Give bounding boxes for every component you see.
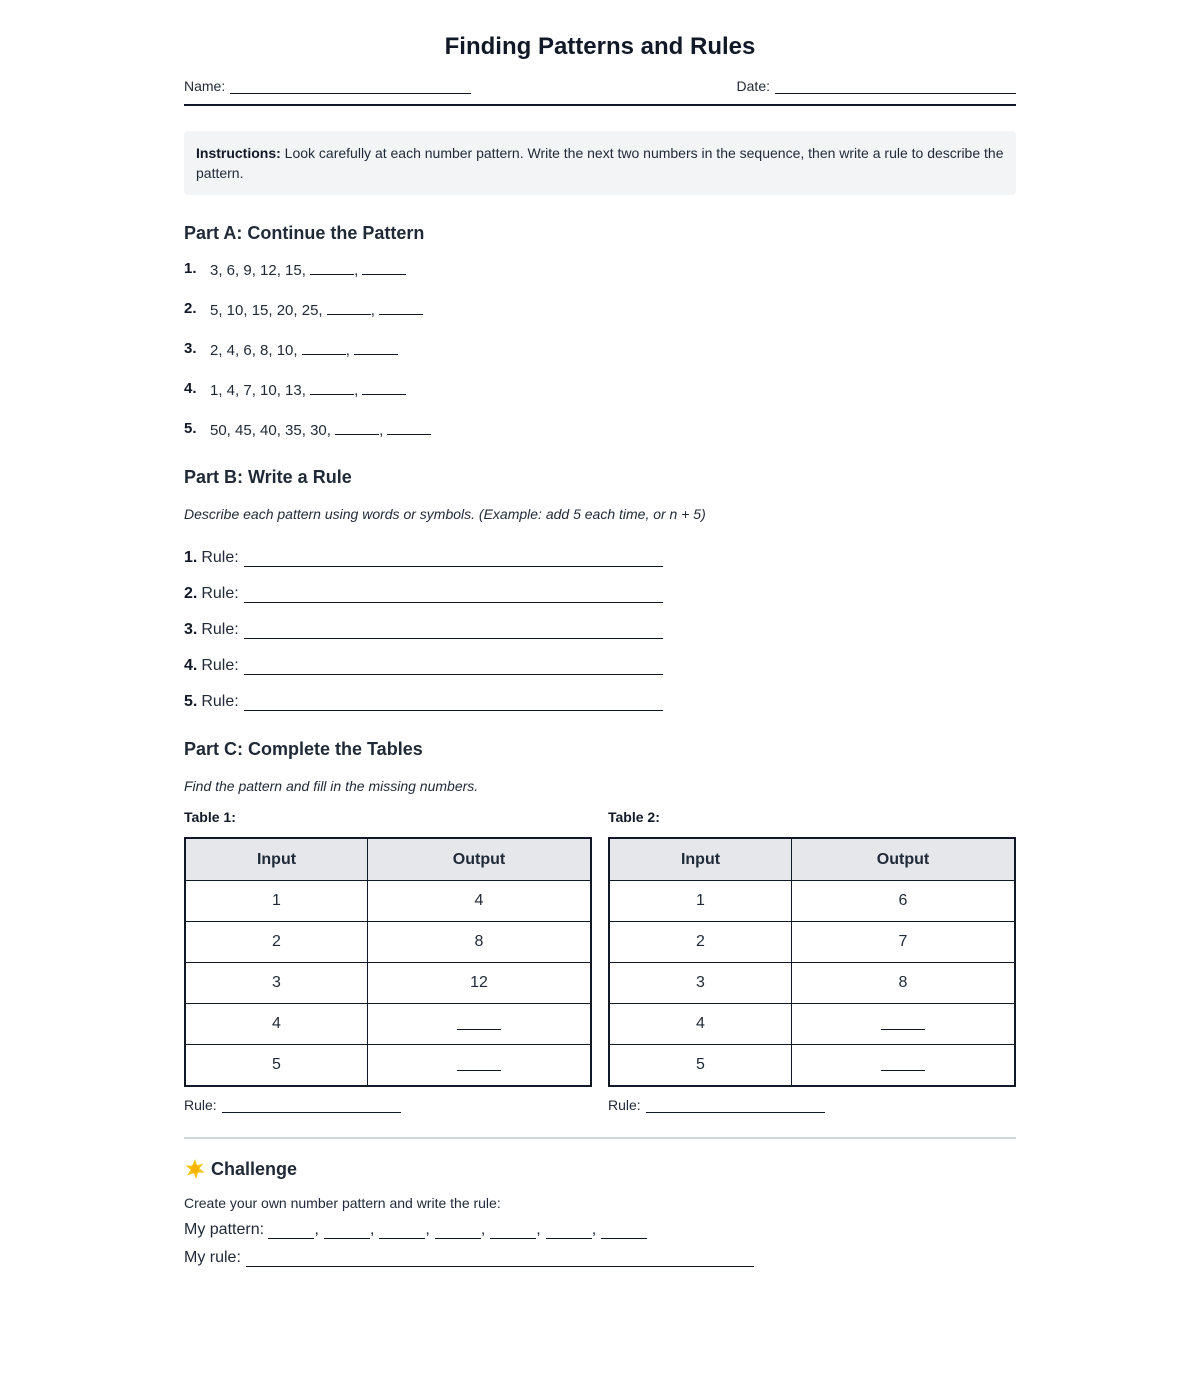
instructions-label: Instructions:	[196, 145, 281, 161]
output-cell: 8	[368, 922, 592, 963]
table-label: Table 1:	[184, 809, 236, 825]
answer-blank[interactable]	[362, 259, 406, 275]
table-row	[609, 1004, 1015, 1045]
name-field	[184, 78, 471, 94]
pattern-blank[interactable]	[601, 1222, 647, 1239]
rule-row	[184, 567, 1016, 603]
table-1	[184, 809, 592, 1113]
pattern-blank[interactable]	[490, 1222, 536, 1239]
answer-blank[interactable]	[362, 379, 406, 395]
output-cell: 4	[368, 881, 592, 922]
part-a-title: Part A: Continue the Pattern	[184, 223, 425, 243]
my-rule-label: My rule:	[184, 1249, 241, 1266]
problem-sequence: 50, 45, 40, 35, 30, ,	[210, 419, 431, 441]
pattern-blank[interactable]	[324, 1222, 370, 1239]
table-2	[608, 809, 1016, 1113]
io-table	[608, 837, 1016, 1087]
problem-number: 2.	[184, 300, 197, 317]
problem-sequence: 2, 4, 6, 8, 10, ,	[210, 339, 398, 361]
output-cell	[368, 1004, 592, 1045]
pattern-blank[interactable]	[268, 1222, 314, 1239]
rule-row	[184, 639, 1016, 675]
answer-blank[interactable]	[335, 419, 379, 435]
part-b-note: Describe each pattern using words or symbols. (Example: add 5 each time, or n + 5)	[184, 506, 706, 522]
input-cell: 4	[609, 1004, 792, 1045]
part-a-problems	[184, 259, 1016, 459]
my-pattern-label: My pattern:	[184, 1221, 265, 1238]
my-rule-row	[184, 1249, 1016, 1267]
output-cell: 7	[792, 922, 1016, 963]
name-line[interactable]	[230, 79, 471, 94]
column-header: Input	[609, 838, 792, 881]
input-cell: 3	[185, 963, 368, 1004]
input-cell: 3	[609, 963, 792, 1004]
column-header: Output	[368, 838, 592, 881]
rule-label: Rule:	[201, 621, 239, 638]
problem-sequence: 5, 10, 15, 20, 25, ,	[210, 299, 423, 321]
rule-label: Rule:	[608, 1097, 641, 1113]
problem-sequence: 3, 6, 9, 12, 15, ,	[210, 259, 406, 281]
table-row	[609, 963, 1015, 1004]
part-c-note: Find the pattern and fill in the missing numbers.	[184, 778, 479, 794]
table-row	[185, 963, 591, 1004]
problem-number: 3.	[184, 340, 197, 357]
input-cell: 1	[185, 881, 368, 922]
answer-blank[interactable]	[379, 299, 423, 315]
answer-blank[interactable]	[881, 1054, 925, 1071]
table-header-row	[609, 838, 1015, 881]
answer-blank[interactable]	[881, 1013, 925, 1030]
answer-blank[interactable]	[457, 1013, 501, 1030]
rule-label: Rule:	[201, 549, 239, 566]
answer-blank[interactable]	[327, 299, 371, 315]
input-cell: 4	[185, 1004, 368, 1045]
rule-number: 5.	[184, 693, 198, 710]
column-header: Input	[185, 838, 368, 881]
part-b-title: Part B: Write a Rule	[184, 467, 352, 487]
part-c-title: Part C: Complete the Tables	[184, 739, 423, 759]
answer-blank[interactable]	[354, 339, 398, 355]
date-line[interactable]	[775, 79, 1016, 94]
rule-label: Rule:	[201, 657, 239, 674]
instructions-text: Look carefully at each number pattern. Write the next two numbers in the sequence, then write a rule to describe the pattern.	[196, 145, 1004, 181]
my-rule-line[interactable]	[246, 1250, 754, 1267]
table-row	[185, 1045, 591, 1087]
problem-item	[184, 419, 1016, 459]
problem-item	[184, 379, 1016, 419]
rule-line[interactable]	[244, 550, 663, 567]
output-cell: 12	[368, 963, 592, 1004]
output-cell	[792, 1004, 1016, 1045]
name-date-row	[184, 78, 1016, 106]
table-rule	[608, 1097, 1016, 1113]
problem-item	[184, 299, 1016, 339]
column-header: Output	[792, 838, 1016, 881]
tables-row	[184, 809, 1016, 1113]
table-row	[185, 881, 591, 922]
output-cell	[368, 1045, 592, 1087]
input-cell: 5	[609, 1045, 792, 1087]
answer-blank[interactable]	[310, 379, 354, 395]
page-title: Finding Patterns and Rules	[444, 33, 756, 60]
rule-row	[184, 531, 1016, 567]
problem-item	[184, 259, 1016, 299]
challenge-text: Create your own number pattern and write the rule:	[184, 1195, 501, 1211]
star-icon	[184, 1158, 206, 1180]
rule-number: 1.	[184, 549, 198, 566]
rule-line[interactable]	[244, 622, 663, 639]
rule-row	[184, 675, 1016, 711]
rule-label: Rule:	[184, 1097, 217, 1113]
table-rule	[184, 1097, 592, 1113]
rule-row	[184, 603, 1016, 639]
date-label: Date:	[736, 78, 770, 94]
section-divider	[184, 1137, 1016, 1139]
rule-number: 2.	[184, 585, 198, 602]
challenge-title	[184, 1157, 1016, 1181]
answer-blank[interactable]	[457, 1054, 501, 1071]
problem-sequence: 1, 4, 7, 10, 13, ,	[210, 379, 406, 401]
part-b-rules	[184, 531, 1016, 711]
my-pattern-row: My pattern: , , , , , ,	[184, 1221, 1016, 1239]
rule-label: Rule:	[201, 585, 239, 602]
table-row	[185, 922, 591, 963]
rule-number: 4.	[184, 657, 198, 674]
problem-item	[184, 339, 1016, 379]
answer-blank[interactable]	[302, 339, 346, 355]
pattern-blank[interactable]	[379, 1222, 425, 1239]
problem-number: 5.	[184, 420, 197, 437]
answer-blank[interactable]	[310, 259, 354, 275]
rule-line[interactable]	[646, 1098, 825, 1113]
io-table	[184, 837, 592, 1087]
rule-label: Rule:	[201, 693, 239, 710]
rule-line[interactable]	[244, 586, 663, 603]
input-cell: 2	[609, 922, 792, 963]
worksheet-page	[184, 0, 1016, 1267]
problem-number: 4.	[184, 380, 197, 397]
output-cell	[792, 1045, 1016, 1087]
rule-line[interactable]	[222, 1098, 401, 1113]
instructions-box	[184, 131, 1016, 195]
rule-line[interactable]	[244, 658, 663, 675]
table-header-row	[185, 838, 591, 881]
challenge-title-text: Challenge	[211, 1159, 298, 1179]
input-cell: 1	[609, 881, 792, 922]
output-cell: 8	[792, 963, 1016, 1004]
date-field	[737, 78, 1016, 94]
pattern-blank[interactable]	[435, 1222, 481, 1239]
input-cell: 2	[185, 922, 368, 963]
problem-number: 1.	[184, 260, 197, 277]
table-label: Table 2:	[608, 809, 660, 825]
name-label: Name:	[184, 78, 226, 94]
input-cell: 5	[185, 1045, 368, 1087]
table-row	[609, 1045, 1015, 1087]
pattern-blank[interactable]	[546, 1222, 592, 1239]
table-row	[185, 1004, 591, 1045]
output-cell: 6	[792, 881, 1016, 922]
rule-line[interactable]	[244, 694, 663, 711]
rule-number: 3.	[184, 621, 198, 638]
table-row	[609, 881, 1015, 922]
table-row	[609, 922, 1015, 963]
answer-blank[interactable]	[387, 419, 431, 435]
